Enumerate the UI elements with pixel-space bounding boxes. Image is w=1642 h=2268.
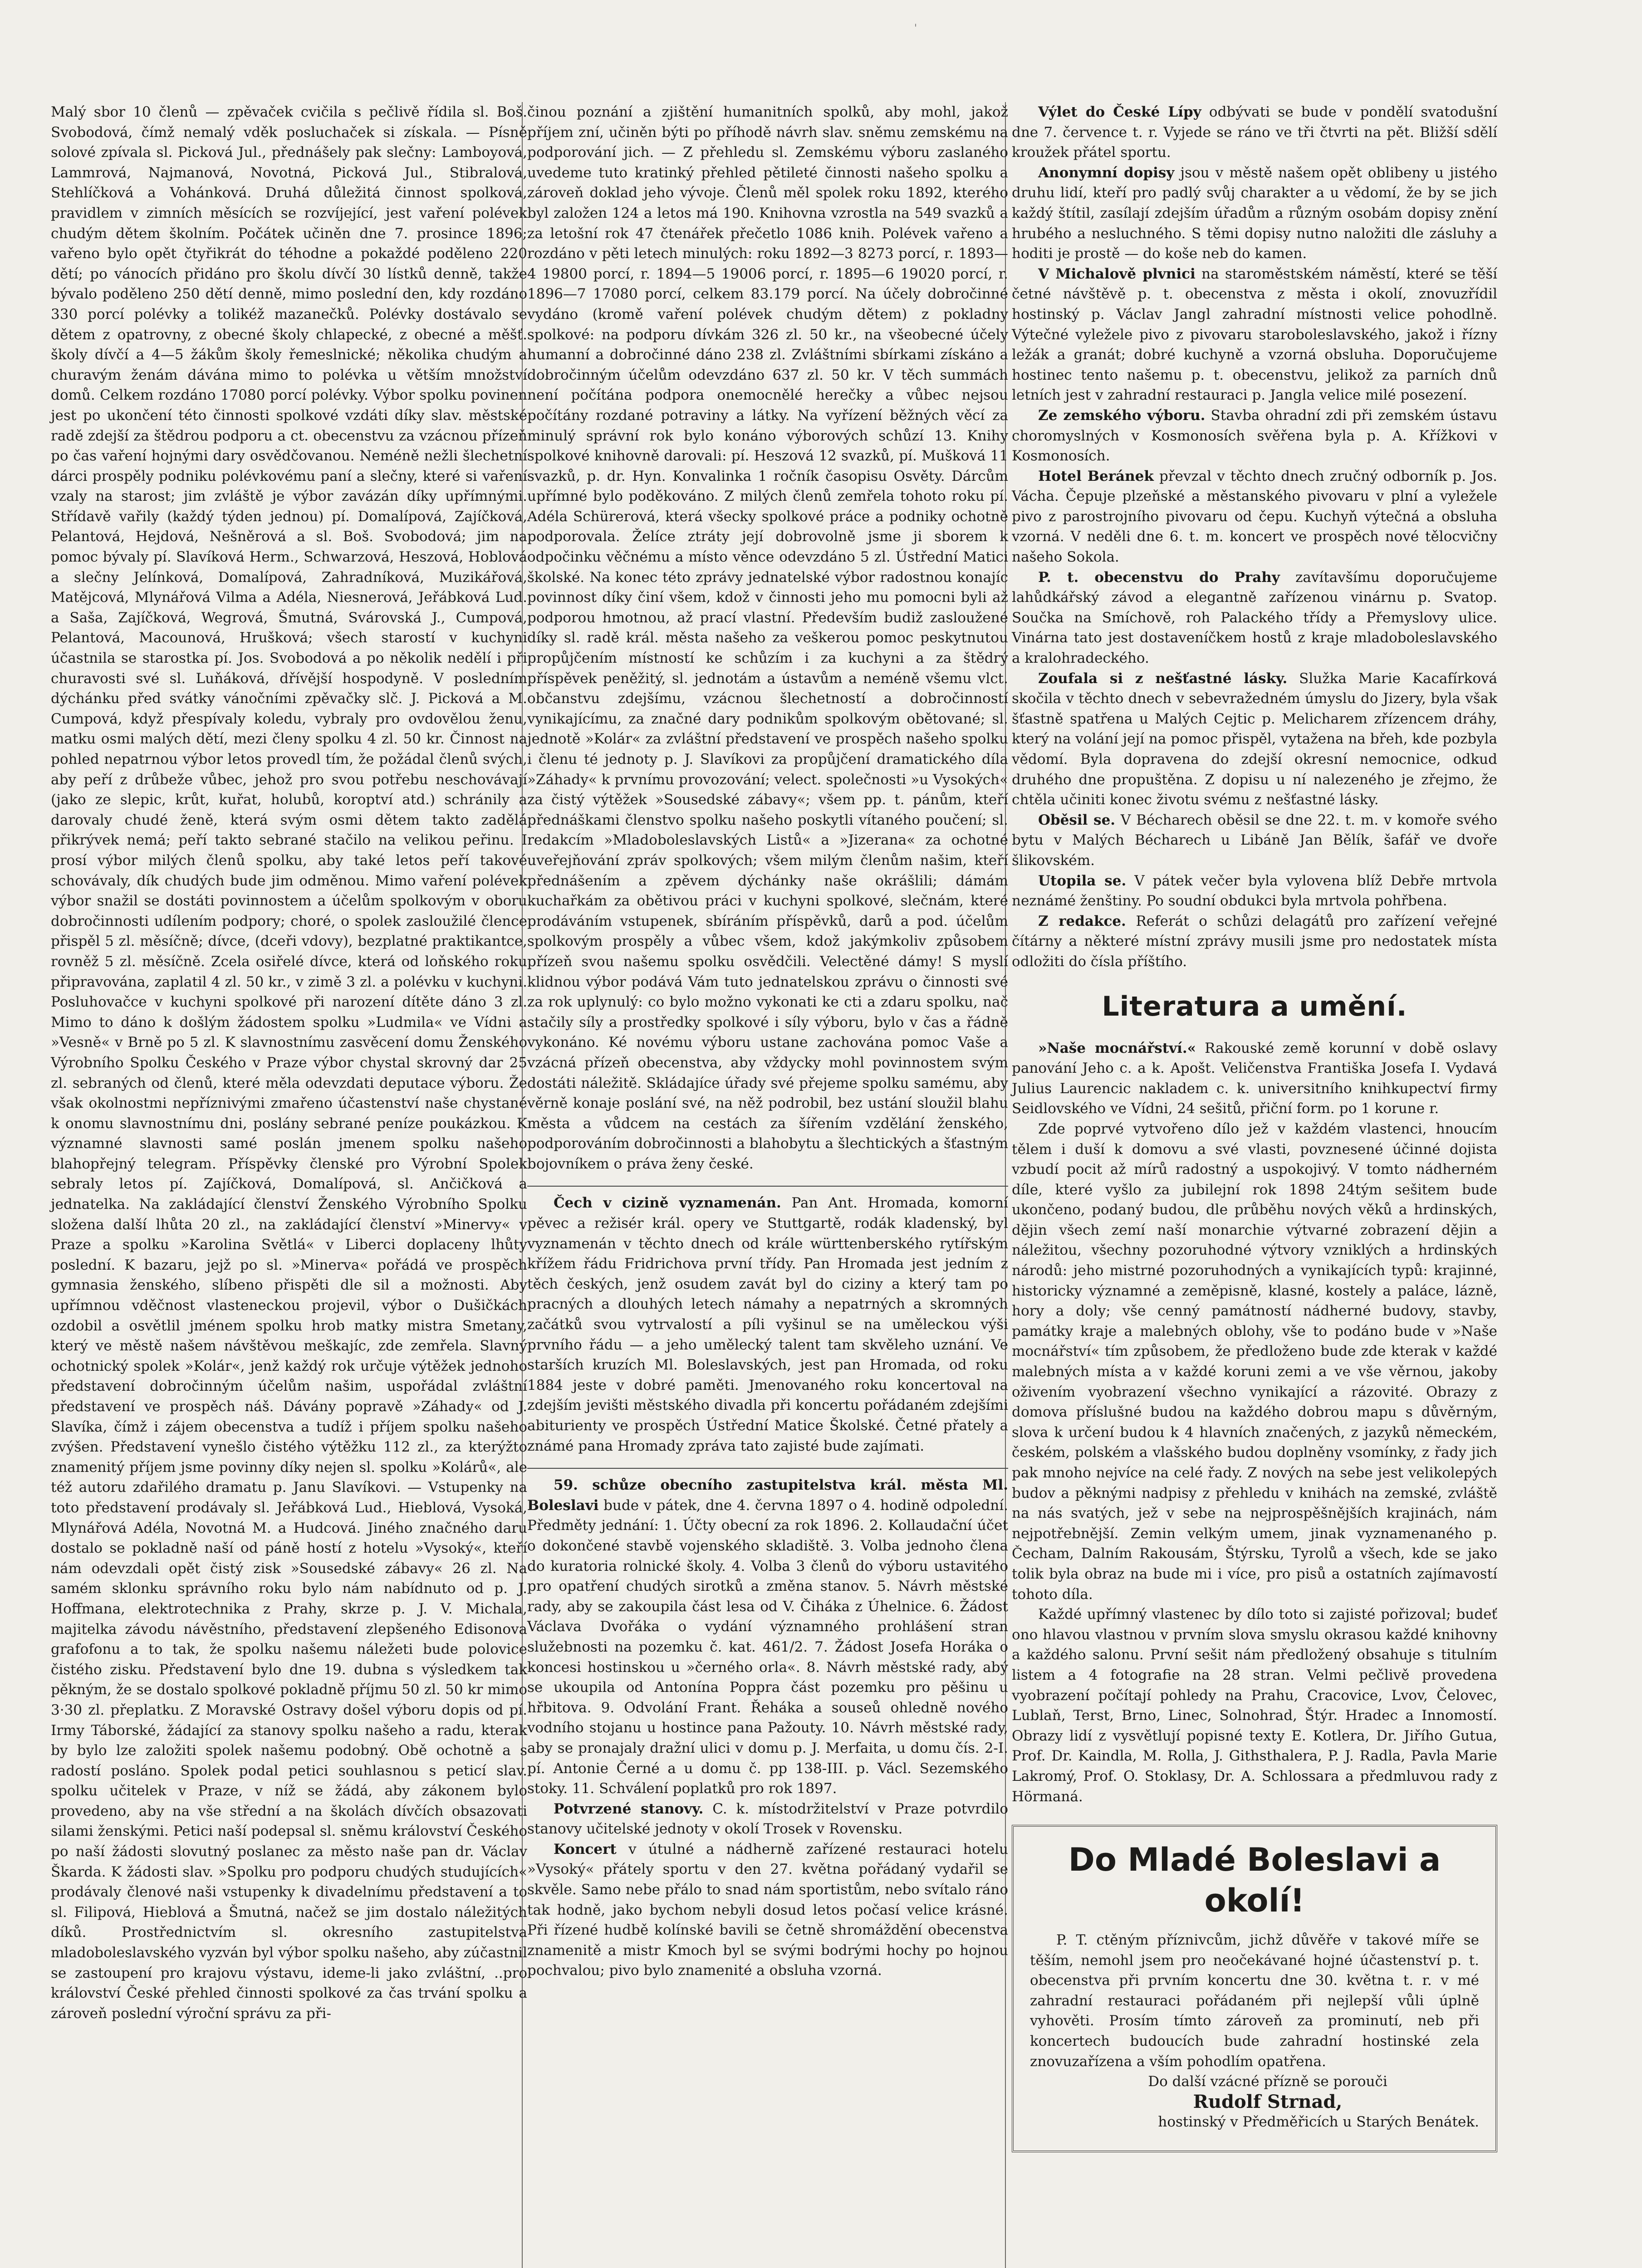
section-divider bbox=[527, 1468, 1008, 1469]
article-hotel-beranek bbox=[1012, 466, 1497, 567]
advertisement-closing: Do další vzácné přízně se porouči bbox=[1148, 2073, 1387, 2090]
article-body: C. k. místodržitelství v Praze potvrdilo stanovy učitelské jednoty v okolí Trosek v Rovensku. bbox=[527, 1800, 1008, 1838]
article-body: v útulné a nádherně zařízené restauraci hotelu »Vysoký« přátely sportu v den 27. května pořádaný vydařil se skvěle. Samo nebe přálo to snad nám sportistům, nebo svítalo ráno tak hodně, jako bychom nebyli dosud letos počasí velice krásné. Při řízené hudbě kolínské bavili se četně shromáždění obecenstva znamenitě a mistr Kmoch byl se svými bodrými hochy po hojnou pochvalou; pivo bylo znamenité a obsluha vzorná. bbox=[527, 1841, 1008, 1979]
article-zoufala bbox=[1012, 669, 1497, 810]
article-body: na staroměstském náměstí, které se těší četné návštěvě p. t. obecenstva z města i okolí, znovuzřídil hostinský p. Václav Jangl zahradní místnosti velice pohodlně. Výtečné vyležele pivo z pivovaru staroboleslavského, jakož i řízny ležák a granát; dobré kuchyně a vzorná obsluha. Doporučujeme hostinec tento našemu p. t. obecenstvu, jelikož za parních dnů letních jest v zahradní restauraci p. Jangla velice milé posezení. bbox=[1012, 265, 1498, 404]
margin-mark: ' bbox=[914, 23, 917, 34]
article-body: zavítavšímu doporučujeme lahůdkářský závod a elegantně zařízenou vinárnu p. Svatop. Součka na Smíchově, roh Palackého třídy a Přemyslovy ulice. Vinárna tato jest dostaveníčkem hostů z kraje mladoboleslavského a kralohradeckého. bbox=[1012, 569, 1497, 667]
article-body: jsou v městě našem opět oblibeny u jistého druhu lidí, kteří pro padlý svůj charakter a u vědomí, že by se jich každý štítil, zasílají zdejším úřadům a různým osobám dopisy znění hrubého a nesluchného. S těmi dopisy nutno naložiti dle zásluhy a hoditi je prostě — do koše neb do kamen. bbox=[1012, 164, 1497, 262]
article-title: Anonymní dopisy bbox=[1038, 164, 1175, 181]
article-body: Rakouské země korunní v době oslavy panování Jeho c. a k. Apošt. Veličenstva Františka Josefa I. Vydavá Julius Laurencic nakladem c. k. universitního knihkupectví firmy Seidlovského ve Vídni, 24 sešitů, přiční form. po 1 korune r. bbox=[1012, 1040, 1497, 1117]
advertisement-title: Do Mladé Boleslavi a okolí! bbox=[1068, 1841, 1441, 1920]
column-1 bbox=[51, 102, 527, 2024]
article-body: V Bécharech oběsil se dne 22. t. m. v komoře svého bytu v Malých Bécharech u Libáně Jan Bělík, šafář ve dvoře šlikovském. bbox=[1012, 811, 1498, 869]
advertisement-address: hostinský v Předměřicích u Starých Benátek. bbox=[1158, 2114, 1479, 2131]
column-2 bbox=[527, 102, 1008, 1981]
article-cech-v-cizine bbox=[527, 1193, 1008, 1456]
article-title: Oběsil se. bbox=[1038, 811, 1116, 828]
column2-paragraph-report: činou poznání a zjištění humanitních spolků, aby mohl, jakož příjem zní, učiněn býti po příhodě návrh slav. sněmu zemskému na podporování jich. — Z přehledu sl. Zemskému výboru zaslaného uvedeme tuto kratinký přehled pětileté činnosti našeho spolku a zároveň doklad jeho vývoje. Členů měl spolek roku 1892, kterého byl založen 124 a letos má 190. Knihovna vzrostla na 549 svazků a za letošní rok 47 čtenářek přečetlo 1086 knih. Polévek vařeno a rozdáno v pěti letech minulých: roku 1892—3 8273 porcí, r. 1893—4 19800 porcí, r. 1894—5 19006 porcí, r. 1895—6 19020 porcí, r. 1896—7 17080 porcí, celkem 83.179 porcí. Na účely dobročinné vydáno (kromě vaření polévek chudým dětem) z pokladny spolkové: na podporu dívkám 326 zl. 50 kr., na všeobecné účely humanní a dobročinné dáno 238 zl. Zvláštními sbírkami získáno a dobročinným účelům odevzdáno 637 zl. 50 kr. V těch summách není počítána podpora onemocnělé herečky a vůbec nejsou počítány rozdané potraviny a látky. Na vyřízení běžných věcí za minulý správní rok bylo konáno výborových schůzí 13. Knihy spolkové knihovně darovali: pí. Heszová 12 svazků, pí. Mušková 11 svazků, p. dr. Hyn. Konvalinka 1 ročník časopisu Osvěty. Dárcům upřímné bylo poděkováno. Z milých členů zemřela tohoto roku pí. Adéla Schürerová, která všecky spolkové práce a podniky ochotně podporovala. Želíce ztráty její dobrovolně jsme ji sborem k odpočinku věčnému a místo věnce odevzdáno 5 zl. Ústřední Matici školské. Na konec této zprávy jednatelské výbor radostnou konajíc povinnost díky činí všem, kdož v činnosti jeho mu pomocni byli až podporou hmotnou, až prací vlastní. Především budiž zasloužené díky sl. radě král. města našeho za veškerou pomoc peskytnutou propůjčením místností ke schůzím i za kuchyni a za štědrý příspěvek peněžitý, sl. jednotám a ústavům a neméně všemu vlct. občanstvu zdejšímu, vzácnou šlechetností a dobročinností vynikajícímu, za značné dary podnikům spolkovým obětované; sl. jednotě »Kolár« za zvláštní představení ve prospěch našeho spolku i členu té jednoty p. J. Slavíkovi za propůjčení dramatického díla »Záhady« k prvnímu provozování; velect. společnosti »u Vysokých« za čistý výtěžek »Sousedské zábavy«; všem pp. t. pánům, kteří přednáškami členstvo spolku našeho poskytli vítaného poučení; sl. redakcím »Mladoboleslavských Listů« a »Jizerana« za ochotné uveřejňování zpráv spolkových; všem milým členům našim, kteří přednášením a zpěvem dýchánky naše okrášlili; dámám kuchařkám za obětivou práci v kuchyni spolkové, slečnám, které prodáváním vstupenek, sbíráním příspěvků, darů a pod. účelům spolkovým prospěly a vůbec všem, kdož jakýmkoliv způsobem přízeň svou našemu spolku osvědčili. Velectěné dámy! S myslí klidnou výbor podává Vám tuto jednatelskou zprávu o činnosti své za rok uplynulý: co bylo možno vykonati ke cti a zdaru spolku, nač stačily síly a prostředky spolkové i síly výboru, bylo v čas a řádně vykonáno. Ké novému výboru ustane zachována pomoc Vaše a vzácná přízeň obecenstva, aby vždycky mohl povinnostem svým dostáti náležitě. Skládajíce úřady své přejeme spolku samému, aby věrně konaje poslání své, na něž podrobil, bez ustání sloužil blahu města a vůdcem na cestách za šířením vzdělání ženského, podporováním dobročinnosti a blahobytu a šlechtických a šťastným bojovníkem o práva ženy české. bbox=[527, 104, 1008, 1172]
advertisement-text: P. T. ctěným příznivcům, jichž důvěře v takové míře se těším, nemohl jsem pro neočekávané hojné účastenství p. t. obecenstva při prvním koncertu dne 30. května t. r. v mé zahradní restauraci pořádaném při nejlepší vůli úplně vyhověti. Prosím tímto zároveň za prominutí, neb při koncertech budoucích bude zahradní hostinské zela znovuzařízena a vším pohodlím opatřena. bbox=[1030, 1932, 1479, 2070]
article-vylet bbox=[1012, 102, 1497, 163]
article-obesil bbox=[1012, 810, 1497, 871]
article-stanovy bbox=[527, 1799, 1008, 1839]
article-title: Potvrzené stanovy. bbox=[554, 1800, 704, 1817]
article-title: Hotel Beránek bbox=[1038, 468, 1154, 484]
article-koncert bbox=[527, 1839, 1008, 1981]
article-dopisy bbox=[1012, 163, 1497, 264]
section-divider bbox=[527, 1186, 1008, 1187]
article-title: Čech v cizině vyznamenán. bbox=[554, 1195, 781, 1212]
article-title: V Michalově plvnici bbox=[1038, 265, 1196, 282]
column1-paragraph: Malý sbor 10 členů — zpěvaček cvičila s pečlivě řídila sl. Boš. Svobodová, čímž nemalý vděk posluchaček si získala. — Písně solové zpívala sl. Picková Jul., přednášely pak slečny: Lamboyová, Lammrová, Najmanová, Novotná, Picková Jul., Stibralová, Stehlíčková a Vohánková. Druhá důležitá činnost spolková, pravidlem v zimních měsících se rozvíjející, jest vaření polévek chudým dětem školním. Počátek učiněn dne 7. prosince 1896; vařeno bylo opět čtyřikrát do téhodne a pokaždé poděleno 220 dětí; po vánocích přidáno pro školu dívčí 30 lístků denně, takže bývalo poděleno 250 dětí denně, mimo poslední den, kdy rozdáno 330 porcí polévky a tolikéž mazanečků. Polévky dostávalo se dětem z opatrovny, z obecné školy chlapecké, z obecné a měšť. školy dívčí a 4—5 žákům školy řemeslnické; několika chudým a churavým ženám dávána mimo to polévka u větším množství domů. Celkem rozdáno 17080 porcí polévky. Výbor spolku povinen jest po ukončení této činnosti spolkové vzdáti díky slav. městské radě zdejší za štědrou podporu a ct. obecenstvu za vzácnou přízeň po čas vaření hojnými dary osvědčovanou. Neméně nežli šlechetní dárci prospěly podniku polévkovému paní a slečny, které si vaření vzaly na starost; jim zvláště je výbor zavázán díky upřímnými. Střídavě vařily (každý týden jednou) pí. Domalípová, Zajíčková, Pelantová, Hejdová, Nešněrová a sl. Boš. Svobodová; jim na pomoc bývaly pí. Slavíková Herm., Schwarzová, Heszová, Hoblová a slečny Jelínková, Domalípová, Zahradníková, Muzikářová, Matějcová, Mlynářová Vilma a Adéla, Niesnerová, Jeřábková Lud. a Saša, Zajíčková, Wegrová, Šmutná, Svárovská J., Cumpová, Pelantová, Macounová, Hrušková; všech starostí v kuchyni účastnila se starostka pí. Jos. Svobodová a po několik nedělí i při churavosti své sl. Luňáková, dřívější hospodyně. V posledním dýchánku před svátky vánočními zpěvačky slč. J. Picková a M. Cumpová, když přespívaly koledu, vybraly pro ovdovělou ženu, matku osmi malých dětí, mezi členy spolku 4 zl. 50 kr. Činnost na pohled nepatrnou výbor letos provedl tím, že požádal členů svých, aby peří z drůbeže vůbec, jehož pro svou potřebu neschovávají (jako ze slepic, krůt, kuřat, holubů, koroptví atd.) schránily a darovaly chudé ženě, která svým osmi dětem takto zadělá přikrývek nemá; peří takto sebrané stačilo na velikou peřinu. I prosí výbor milých členů spolku, aby také letos peří takové schovávaly, dík chudých bude jim odměnou. Mimo vaření polévek výbor snažil se dostáti povinnostem a účelům spolkovým v oboru dobročinnosti udílením podpory; choré, o spolek zasloužilé člence přispěl 5 zl. měsíčně; dívce, (dceři vdovy), bezplatné praktikantce, rovněž 5 zl. měsíčně. Zcela osiřelé dívce, která od loňského roku připravována, zaplatil 4 zl. 50 kr., v zimě 3 zl. a polévku v kuchyni. Posluhovačce v kuchyni spolkové při narození dítěte dáno 3 zl. Mimo to dáno k došlým žádostem spolku »Ludmila« ve Vídni a »Vesně« v Brně po 5 zl. K slavnostnímu zasvěcení domu Ženského Výrobního Spolku Českého v Praze výbor chystal skrovný dar 25 zl. sebraných od členů, které měla odevzdati deputace výboru. Že však okolnostmi nepříznivými zmařeno účastenství naše chystané k onomu slavnostnímu dni, poslány sebrané peníze poukázkou. K významné slavnosti samé poslán jmenem spolku našeho blahopřejný telegram. Příspěvky členské pro Výrobní Spolek sebraly letos pí. Zajíčková, Domalípová, sl. Ančičková a jednatelka. Na zakládající členství Ženského Výrobního Spolku složena další lhůta 20 zl., na zakládající členství »Minervy« v Praze a spolku »Karolina Světlá« v Liberci doplaceny lhůty poslední. K bazaru, jejž po sl. »Minerva« pořádá ve prospěch gymnasia ženského, slíbeno přispěti dle sil a možnosti. Aby upřímnou vděčnost vlasteneckou projevil, výbor o Dušičkách ozdobil a osvětlil jménem spolku hrob matky mistra Smetany, který ve městě našem návštěvou meškajíc, zde zemřela. Slavný ochotnický spolek »Kolár«, jenž každý rok určuje výtěžek jednoho představení dobročinným účelům našim, uspořádal zvláštní představení ve prospěch náš. Dávány popravě »Záhady« od J. Slavíka, čímž i zájem obecenstva a tudíž i příjem spolku našeho zvýšen. Představení vynešlo čistého výtěžku 112 zl., za kterýžto znamenitý příjem jsme povinny díky nejen sl. spolku »Kolárů«, ale též autoru zdařilého dramatu p. Janu Slavíkovi. — Vstupenky na toto představení prodávaly sl. Jeřábková Lud., Hieblová, Vysoká, Mlynářová Adéla, Novotná M. a Hudcová. Jiného značného daru dostalo se pokladně naší od páně hostí z hotelu »Vysoký«, kteří nám odevzdali opět čistý zisk »Sousedské zábavy« 26 zl. Na samém sklonku správního roku bylo nám nabídnuto od p. J. Hoffmana, elektrotechnika z Prahy, skrze p. J. V. Michala, majitelka závodu návěstního, představení zlepšeného Edisonova grafofonu a to tak, že spolku našemu náležeti bude polovice čistého zisku. Představení bylo dne 19. dubna s výsledkem tak pěkným, že se dostalo spolkové pokladně příjmu 50 zl. 50 kr mimo 3·30 zl. přeplatku. Z Moravské Ostravy došel výboru dopis od pí. Irmy Táborské, žádající za stanovy spolku našeho a radu, kterak by bylo lze založiti spolek našemu podobný. Obě ochotně a s radostí posláno. Spolek podal petici souhlasnou s peticí slav. spolku učitelek v Praze, v níž se žádá, aby zákonem bylo provedeno, aby na vše střední a na školách dívčích obsazovati silami ženskými. Petici naší podepsal sl. sněmu království Českého po naší žádosti slovutný poslanec za město naše pan dr. Václav Škarda. K žádosti slav. »Spolku pro podporu chudých studujících« prodávaly členové naši vstupenky k divadelnímu představení a to sl. Filipová, Hieblová a Šmutná, načež se jim dostalo náležitých díků. Prostřednictvím sl. okresního zastupitelstva mladoboleslavského vyzván byl výbor spolku našeho, aby zúčastnil se zastoupení pro krajovu výstavu, ideme-li jako zvláštní, ..pro království České přehled činnosti spolkové za čas trvání spolku a zároveň poslední výroční správu za při- bbox=[51, 104, 527, 2022]
advertisement-box bbox=[1012, 1825, 1497, 2152]
section-heading-literatura: Literatura a umění. bbox=[1102, 990, 1407, 1022]
article-body: V pátek večer byla vylovena blíž Debře mrtvola neznámé ženštiny. Po soudní obdukci byla mrtvola pohřbena. bbox=[1012, 872, 1497, 909]
article-praha bbox=[1012, 567, 1497, 669]
article-body: Referát o schůzi delagátů pro zařízení veřejné čítárny a některé místní zprávy musili jsme pro nedostatek místa odložiti do čísla příštího. bbox=[1012, 913, 1497, 970]
article-redakce bbox=[1012, 911, 1497, 972]
column-3 bbox=[1012, 102, 1497, 2152]
article-body: odbývati se bude v pondělí svatodušní dne 7. července t. r. Vyjede se ráno ve tři čtvrti na pět. Bližší sdělí kroužek přátel sportu. bbox=[1012, 104, 1498, 161]
article-mocnarstvi-body: Zde poprvé vytvořeno dílo jež v každém vlastenci, hnoucím tělem i duší k domovu a své vlasti, povznesené účinné dojista vzbudí pocit až mírů radostný a uspokojivý. V tomto nádherném díle, které vyšlo za jubilejní rok 1898 24tým sešitem bude ukončeno, podaný budou, dle průběhu nových věků a hrdinských, dějin všech zemí naší monarchie výtvarné zobrazení dějin a náležitou, všechny pozoruhodné výtvory vzniklých a hrdinských národů: jeho mistrné pozoruhodných a vynikajících typů: krajinné, historicky významné a zeměpisně, klasné, kostely a paláce, lázně, hory a doly; vše cenný památností nádherné budovy, stavby, památky kraje a malebných oblohy, vše to podáno bude v »Naše mocnářství« tím způsobem, že předloženo bude zde kterak v každé malebných místa a v každé koruni zemi a ve vše věrnou, jakoby oživením vyobrazení všechno vynikající a rázovité. Obrazy z domova příslušné budou na každého dobrou mapu s důvěrným, slova k určení budou k 4 hlavních značených, z jazyků německém, českém, polském a vlašského budou doplněny vsomínky, z řady jich pak mnoho nejvíce na celé řady. Z nových na sebe jest velikolepých budov a pěknými nadpisy z přehledu v knihách na zemské, zvláště na nás svatých, jež v sebe na nejprospěšnějších krajinách, nám nejpotřebnější. Zemin velkým umem, jinak vyznamenaného p. Čecham, Dalním Rakousám, Štýrsku, Tyrolů a všech, kde se jako tolik byla obraz na bude mi i více, pro pisů a ostatních zajímavostí tohoto díla. bbox=[1012, 1120, 1497, 1603]
advertisement-signature: Rudolf Strnad, bbox=[1193, 2091, 1343, 2112]
article-title: Z redakce. bbox=[1038, 913, 1126, 929]
article-plvnice bbox=[1012, 264, 1497, 406]
article-body: Služka Marie Kacafírková skočila v těchto dnech v sebevražedném úmyslu do Jizery, byla však šťastně spatřena u Malých Cejtic p. Melicharem zřízencem dráhy, který na volání její na pomoc přispěl, vytažena na břeh, kde pozbyla vědomí. Byla dopravena do zdejší okresní nemocnice, odkud druhého dne propuštěna. Z dopisu u ní nalezeného je zřejmo, že chtěla učiniti konec životu svému z nešťastné lásky. bbox=[1012, 670, 1497, 808]
article-title: Výlet do České Lípy bbox=[1038, 104, 1201, 120]
article-schuze bbox=[527, 1475, 1008, 1799]
article-title: 59. schůze obecního zastupitelstva král. města Ml. Boleslavi bbox=[527, 1477, 1008, 1514]
article-title: Utopila se. bbox=[1038, 872, 1127, 889]
article-mocnarstvi bbox=[1012, 1038, 1497, 1119]
article-title: Zoufala si z nešťastné lásky. bbox=[1038, 670, 1288, 687]
article-title: Ze zemského výboru. bbox=[1038, 407, 1206, 424]
article-body: Pan Ant. Hromada, komorní pěvec a režisér král. opery ve Stuttgartě, rodák kladenský, byl vyznamenán v těchto dnech od krále württenberského rytířským křížem řádu Fridrichova první třídy. Pan Hromada jest jedním z těch českých, jenž osudem zavát byl do ciziny a který tam po pracných a dlouhých letech námahy a nepatrných a skromných začátků svou vytrvalostí a píli vyšinul se na uměleckou výši prvního řádu — a jeho umělecký talent tam skvěleho uznání. Ve starších kruzích Ml. Boleslavských, jest pan Hromada, od roku 1884 jeste v dobré paměti. Jmenovaného roku koncertoval na zdejším jevišti městského divadla při koncertu pořádaném zdejšími abiturienty ve prospěch Ústřední Matice Školské. Četné přately a známé pana Hromady zpráva tato zajisté bude zajímati. bbox=[527, 1195, 1008, 1454]
article-title: Koncert bbox=[554, 1841, 617, 1857]
article-title: P. t. obecenstvu do Prahy bbox=[1038, 569, 1280, 586]
article-title: »Naše mocnářství.« bbox=[1038, 1040, 1196, 1056]
article-mocnarstvi-body-2: Každé upřímný vlastenec by dílo toto si zajisté pořizoval; budeť ono hlavou vlastnou v prvním slova smyslu okrasou každé knihovny a každého salonu. První sešit nám předložený obsahuje s titulním listem a 4 fotografie na 28 stran. Velmi pečlivě provedena vyobrazení počítají pohledy na Prahu, Cracovice, Lvov, Čelovec, Lublaň, Terst, Brno, Linec, Solnohrad, Štýr. Hradec a Innomostí. Obrazy lidí z vysvětlují popisné texty E. Kotlera, Dr. Jiřího Gutua, Prof. Dr. Kaindla, M. Rolla, J. Githsthalera, P. J. Radla, Pavla Marie Lakromý, Prof. O. Stoklasy, Dr. A. Schlossara a předmluvou rady z Hörmaná. bbox=[1012, 1606, 1497, 1805]
article-zemsky-vybor bbox=[1012, 406, 1497, 466]
article-body: převzal v těchto dnech zručný odborník p. Jos. Vácha. Čepuje plzeňské a městanského pivovaru v plní a vyležele pivo z parostrojního pivovaru od čepu. Kuchyň výtečná a obsluha vzorná. V neděli dne 6. t. m. koncert ve prospěch nové tělocvičny našeho Sokola. bbox=[1012, 468, 1497, 566]
article-body: bude v pátek, dne 4. června 1897 o 4. hodině odpolední. Předměty jednání: 1. Účty obecní za rok 1896. 2. Kollaudační účet o dokončené stavbě vojenského skladiště. 3. Volba jednoho člena do kuratoria rolnické školy. 4. Volba 3 členů do výboru ustavitého pro opatření chudých sirotků a změna stanov. 5. Návrh městské rady, aby se zakoupila část lesa od V. Čiháka z Úhelnice. 6. Žádost Václava Dvořáka o vydání významného prohlášení stran služebnosti na pozemku č. kat. 461/2. 7. Žádost Josefa Horáka o koncesi hostinskou u »černého orla«. 8. Návrh městské rady, abý se ukoupila od Antonína Poppra část pozemku pro pěšinu u hřbitova. 9. Odvolání Frant. Řeháka a souseů ohledně nového vodního stojanu u hostince pana Pažouty. 10. Návrh městské rady, aby se pronajaly dražní ulici v domu p. J. Merfaita, u domu čís. 2-I. pí. Antonie Černé a u domu č. pp 138-III. p. Václ. Sezemského stoky. 11. Schválení poplatků pro rok 1897. bbox=[527, 1497, 1008, 1797]
article-utopila bbox=[1012, 871, 1497, 911]
article-body: Stavba ohradní zdi při zemském ústavu choromyslných v Kosmonosích svěřena byla p. A. Křížkovi v Kosmonosích. bbox=[1012, 407, 1497, 464]
